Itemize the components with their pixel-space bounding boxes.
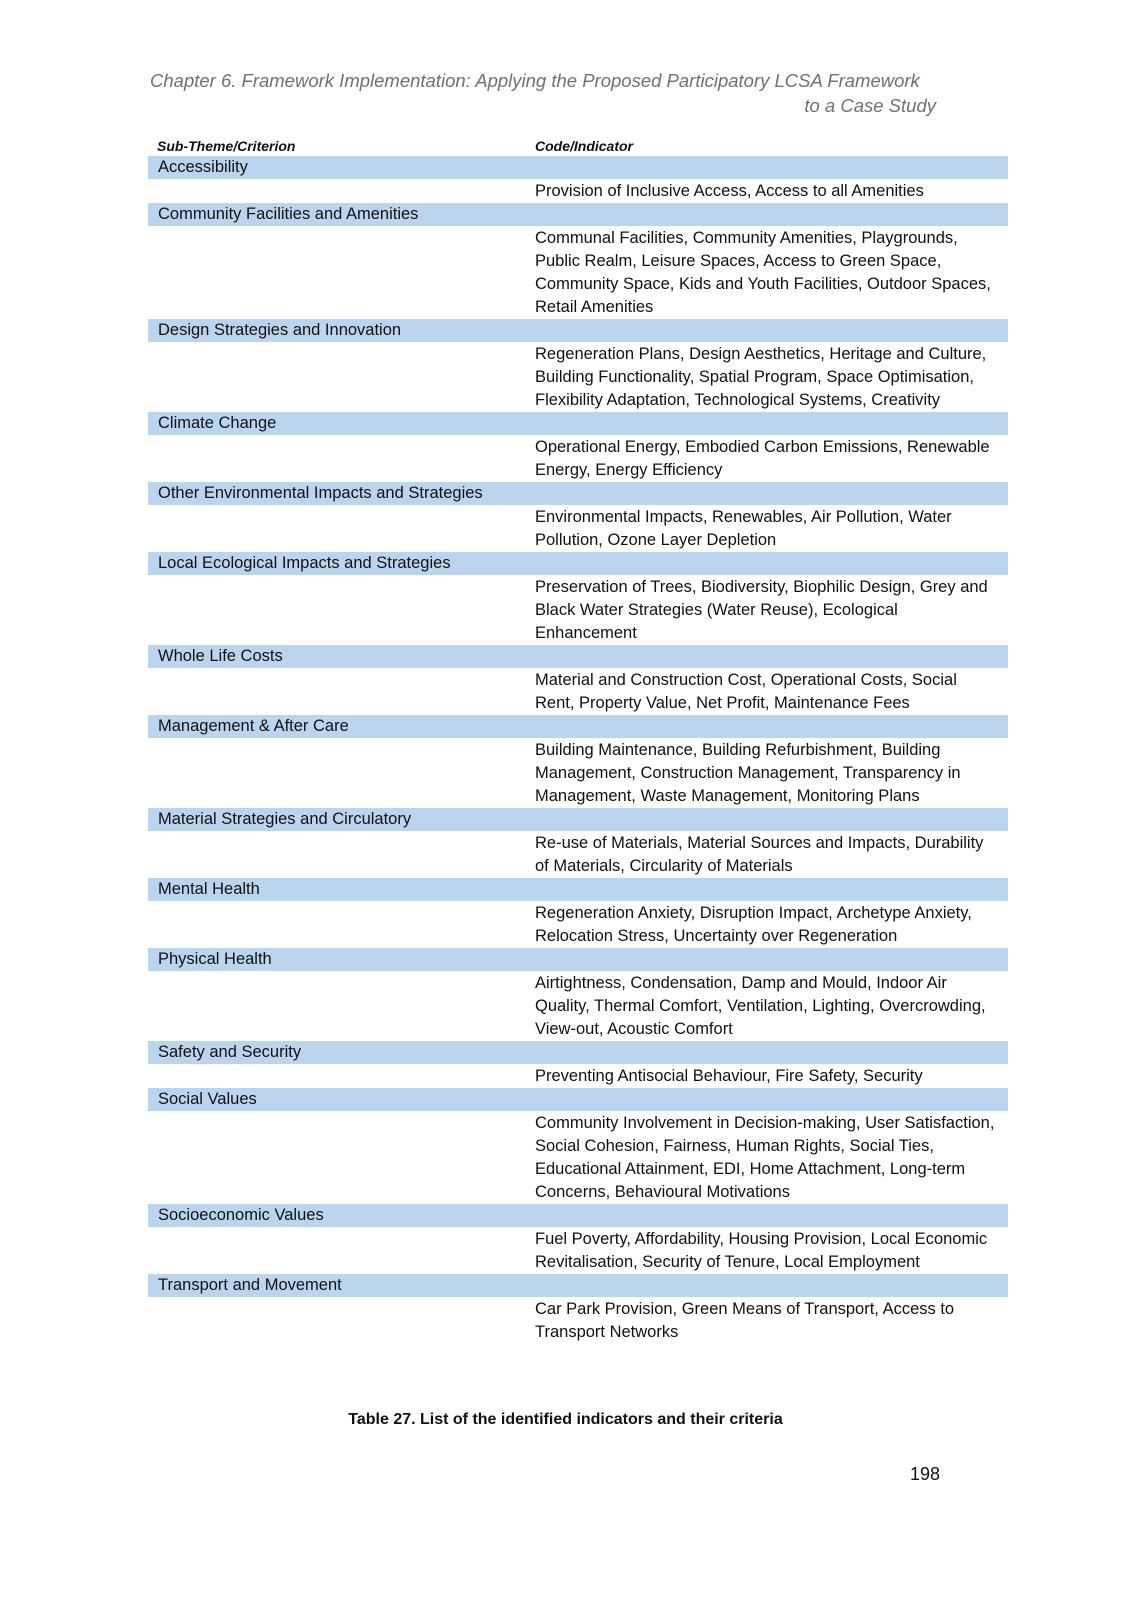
running-header-line1: Chapter 6. Framework Implementation: Applying the Proposed Participatory LCSA Framework [150, 70, 920, 91]
theme-row: Other Environmental Impacts and Strategies [148, 482, 1008, 505]
indicator-cell: Material and Construction Cost, Operational Costs, Social Rent, Property Value, Net Profit, Maintenance Fees [535, 671, 957, 712]
indicator-cell: Community Involvement in Decision-making, User Satisfaction, Social Cohesion, Fairness, Human Rights, Social Ties, Educational Attainment, EDI, Home Attachment, Long-term Concerns, Behavioural Motivations [535, 1114, 995, 1201]
theme-row: Management & After Care [148, 715, 1008, 738]
theme-row: Community Facilities and Amenities [148, 203, 1008, 226]
theme-row: Transport and Movement [148, 1274, 1008, 1297]
indicator-cell: Provision of Inclusive Access, Access to all Amenities [535, 182, 924, 200]
table-body [148, 156, 1008, 1344]
running-header-line2: to a Case Study [804, 95, 936, 116]
theme-row: Whole Life Costs [148, 645, 1008, 668]
theme-row: Climate Change [148, 412, 1008, 435]
indicator-cell: Preservation of Trees, Biodiversity, Biophilic Design, Grey and Black Water Strategies (Water Reuse), Ecological Enhancement [535, 578, 988, 642]
theme-row: Mental Health [148, 878, 1008, 901]
indicator-cell: Airtightness, Condensation, Damp and Mould, Indoor Air Quality, Thermal Comfort, Ventilation, Lighting, Overcrowding, View-out, Acoustic Comfort [535, 974, 986, 1038]
theme-row: Material Strategies and Circulatory [148, 808, 1008, 831]
indicator-cell: Environmental Impacts, Renewables, Air Pollution, Water Pollution, Ozone Layer Depletion [535, 508, 952, 549]
indicator-cell: Fuel Poverty, Affordability, Housing Provision, Local Economic Revitalisation, Security of Tenure, Local Employment [535, 1230, 988, 1271]
indicator-table [148, 134, 1008, 1344]
indicator-cell: Operational Energy, Embodied Carbon Emissions, Renewable Energy, Energy Efficiency [535, 438, 990, 479]
theme-row: Accessibility [148, 156, 1008, 179]
theme-row: Physical Health [148, 948, 1008, 971]
theme-row: Socioeconomic Values [148, 1204, 1008, 1227]
table-column-headers [148, 134, 1008, 156]
indicator-cell: Building Maintenance, Building Refurbishment, Building Management, Construction Management, Transparency in Management, Waste Management, Monitoring Plans [535, 741, 961, 805]
theme-row: Design Strategies and Innovation [148, 319, 1008, 342]
column-header-indicator: Code/Indicator [535, 138, 634, 154]
page-number: 198 [909, 1464, 940, 1484]
indicator-cell: Communal Facilities, Community Amenities, Playgrounds, Public Realm, Leisure Spaces, Access to Green Space, Community Space, Kids and Youth Facilities, Outdoor Spaces, Retail Amenities [535, 229, 991, 316]
theme-row: Social Values [148, 1088, 1008, 1111]
running-header [150, 68, 936, 118]
indicator-cell: Regeneration Anxiety, Disruption Impact, Archetype Anxiety, Relocation Stress, Uncertainty over Regeneration [535, 904, 972, 945]
indicator-cell: Preventing Antisocial Behaviour, Fire Safety, Security [535, 1067, 923, 1085]
theme-row: Local Ecological Impacts and Strategies [148, 552, 1008, 575]
table-caption: Table 27. List of the identified indicators and their criteria [348, 1411, 783, 1428]
indicator-cell: Re-use of Materials, Material Sources and Impacts, Durability of Materials, Circularity of Materials [535, 834, 984, 875]
indicator-cell: Car Park Provision, Green Means of Transport, Access to Transport Networks [535, 1300, 955, 1341]
column-header-criterion: Sub-Theme/Criterion [157, 138, 296, 154]
indicator-cell: Regeneration Plans, Design Aesthetics, Heritage and Culture, Building Functionality, Spatial Program, Space Optimisation, Flexibility Adaptation, Technological Systems, Creativity [535, 345, 987, 409]
theme-row: Safety and Security [148, 1041, 1008, 1064]
